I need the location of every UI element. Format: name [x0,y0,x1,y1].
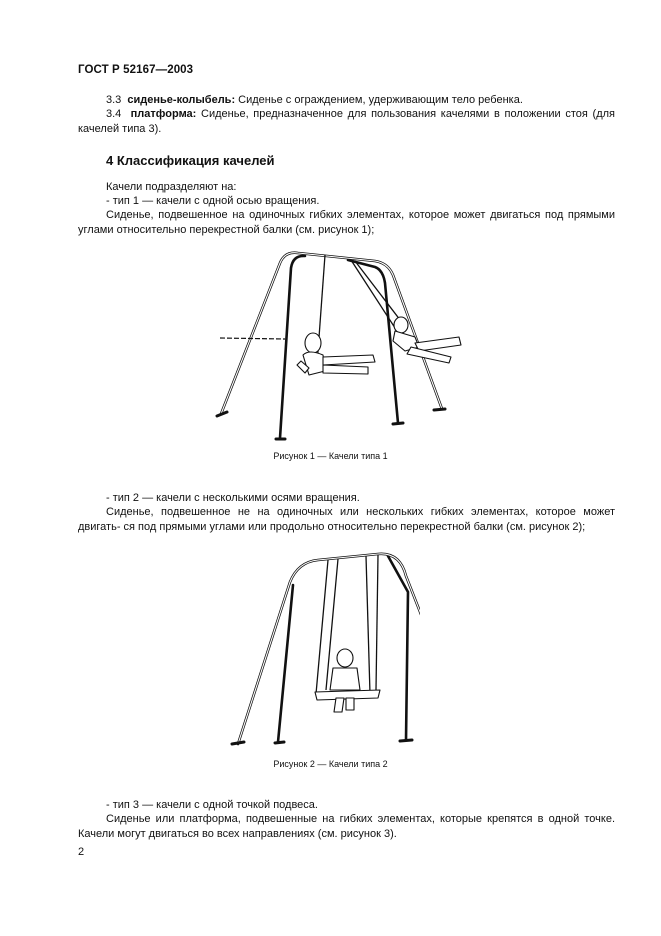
type2-description: Сиденье, подвешенное не на одиночных или нескольких гибких элементах, которое может двигать- ся под прямыми углами или продольно относительно перекрестной балки (см. рисунок 2); [78,506,615,533]
figure-2-caption: Рисунок 2 — Качели типа 2 [273,759,388,769]
definition-text: Сиденье с ограждением, удерживающим тело ребенка. [235,94,523,106]
child-seated-figure [297,255,461,375]
figure-1-caption: Рисунок 1 — Качели типа 1 [273,451,388,461]
intro-text: Качели подразделяют на: [106,181,237,193]
definition-number: 3.3 [106,94,122,106]
page-number: 2 [78,846,85,858]
figure-1-swing-type1 [205,243,465,443]
type2-label: - тип 2 — качели с несколькими осями вращения. [106,492,360,504]
type3-label: - тип 3 — качели с одной точкой подвеса. [106,799,318,811]
figure-2-swing-type2 [220,540,420,750]
definition-number: 3.4 [106,108,122,120]
section-title: 4 Классификация качелей [106,153,275,168]
definition-3-4 [78,107,615,137]
definition-3-3 [106,93,616,108]
type1-label: - тип 1 — качели с одной осью вращения. [106,195,320,207]
definition-term: платформа: [130,108,197,120]
child-cradle-seat-figure [315,555,380,712]
type1-description: Сиденье, подвешенное на одиночных гибких элементах, которое может двигаться под прямыми углами относительно перекрестной балки (см. рисунок 1); [78,209,615,236]
document-header: ГОСТ Р 52167—2003 [78,64,194,76]
type3-description: Сиденье или платформа, подвешенные на гибких элементах, которые крепятся в одной точке. Качели могут двигаться во всех направлениях (см. рисунок 3). [78,813,615,840]
definition-text: Сиденье, предназначенное для пользования качелями в положении стоя (для качелей типа 3). [78,108,615,135]
definition-term: сиденье-колыбель: [127,94,236,106]
